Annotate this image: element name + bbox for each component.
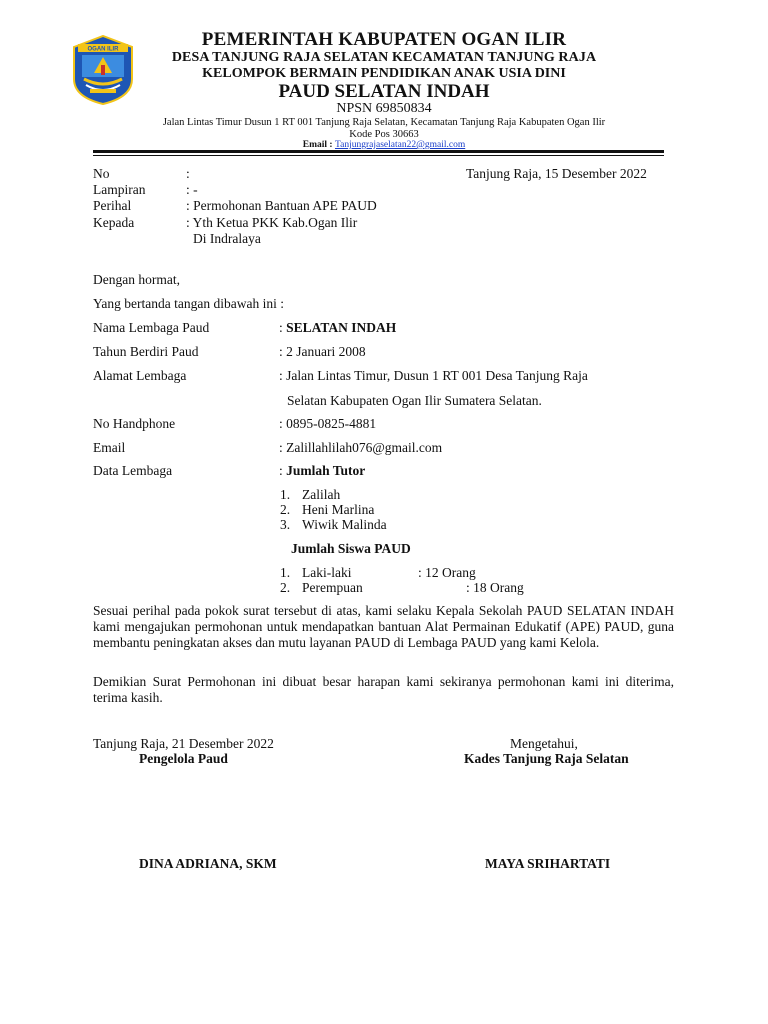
- email-label: Email: [93, 440, 126, 455]
- greeting: Dengan hormat,: [93, 272, 180, 287]
- signature-left-date: Tanjung Raja, 21 Desember 2022: [93, 736, 274, 751]
- student-value: : 18 Orang: [466, 580, 524, 595]
- letterhead-address: Jalan Lintas Timur Dusun 1 RT 001 Tanjung Raja Selatan, Kecamatan Tanjung Raja Kabupaten Ogan Ilir: [162, 117, 606, 128]
- nama-lembaga-label: Nama Lembaga Paud: [93, 320, 210, 335]
- field-perihal-value: : Permohonan Bantuan APE PAUD: [186, 198, 377, 213]
- letterhead-postal: Kode Pos 30663: [349, 129, 419, 140]
- alamat-value: : Jalan Lintas Timur, Dusun 1 RT 001 Desa Tanjung Raja: [279, 368, 588, 383]
- intro-text: Yang bertanda tangan dibawah ini :: [93, 296, 284, 311]
- data-lembaga-value: [279, 463, 365, 479]
- letterhead-school-name: PAUD SELATAN INDAH: [278, 81, 490, 102]
- signature-right-caption: Mengetahui,: [510, 736, 578, 751]
- field-kepada-value: : Yth Ketua PKK Kab.Ogan Ilir: [186, 215, 358, 230]
- alamat-value-line2: Selatan Kabupaten Ogan Ilir Sumatera Selatan.: [287, 393, 542, 408]
- field-no-label: No: [93, 166, 110, 181]
- alamat-label: Alamat Lembaga: [93, 368, 187, 383]
- letterhead-email-label: Email :: [302, 140, 335, 150]
- signature-right-name: MAYA SRIHARTATI: [485, 856, 611, 871]
- body-paragraph-2: Demikian Surat Permohonan ini dibuat besar harapan kami sekiranya permohonan kami ini diterima, terima kasih.: [93, 674, 674, 705]
- field-lampiran-value: : -: [186, 182, 198, 197]
- signature-left-title: Pengelola Paud: [139, 751, 228, 766]
- data-lembaga-colon: :: [279, 463, 287, 478]
- letterhead-line1: PEMERINTAH KABUPATEN OGAN ILIR: [201, 29, 567, 50]
- field-perihal-label: Perihal: [93, 198, 132, 213]
- letterhead-divider-thin: [93, 155, 664, 156]
- letterhead-email-line: [0, 140, 768, 150]
- letterhead-npsn: NPSN 69850834: [336, 101, 432, 116]
- field-kepada-label: Kepada: [93, 215, 135, 230]
- student-num: 1.: [280, 565, 291, 580]
- nama-lembaga-name: SELATAN INDAH: [286, 320, 397, 335]
- letter-date: Tanjung Raja, 15 Desember 2022: [466, 166, 647, 181]
- tutor-num: 1.: [280, 487, 291, 502]
- tutor-num: 2.: [280, 502, 291, 517]
- body-paragraph-1: Sesuai perihal pada pokok surat tersebut di atas, kami selaku Kepala Sekolah PAUD SELATAN INDAH kami mengajukan permohonan untuk mendapatkan bantuan Alat Permainan Edukatif (APE) PAUD, guna membantu peningkatan akses dan mutu layanan PAUD di Lembaga PAUD yang kami Kelola.: [93, 603, 674, 650]
- tutor-num: 3.: [280, 517, 291, 532]
- student-value: : 12 Orang: [418, 565, 476, 580]
- letterhead-email-link[interactable]: Tanjungrajaselatan22@gmail.com: [334, 140, 466, 150]
- field-no-value: :: [186, 166, 190, 181]
- jumlah-siswa-heading: Jumlah Siswa PAUD: [291, 541, 411, 556]
- logo-text: OGAN ILIR: [87, 46, 119, 53]
- handphone-value: : 0895-0825-4881: [279, 416, 377, 431]
- letterhead-divider-thick: [93, 150, 664, 153]
- student-label: Perempuan: [302, 580, 363, 595]
- nama-lembaga-colon: :: [279, 320, 287, 335]
- letterhead-line3: KELOMPOK BERMAIN PENDIDIKAN ANAK USIA DINI: [202, 66, 566, 81]
- jumlah-tutor-heading: Jumlah Tutor: [286, 463, 366, 478]
- letterhead-line2: DESA TANJUNG RAJA SELATAN KECAMATAN TANJUNG RAJA: [171, 50, 597, 65]
- tahun-berdiri-value: : 2 Januari 2008: [279, 344, 366, 359]
- student-num: 2.: [280, 580, 291, 595]
- nama-lembaga-value: [279, 320, 396, 336]
- tutor-name: Heni Marlina: [302, 502, 375, 517]
- data-lembaga-label: Data Lembaga: [93, 463, 173, 478]
- field-kepada-value-line2: Di Indralaya: [193, 231, 261, 246]
- handphone-label: No Handphone: [93, 416, 176, 431]
- tutor-name: Zalilah: [302, 487, 341, 502]
- tahun-berdiri-label: Tahun Berdiri Paud: [93, 344, 199, 359]
- signature-right-title: Kades Tanjung Raja Selatan: [464, 751, 629, 766]
- tutor-name: Wiwik Malinda: [302, 517, 387, 532]
- signature-left-name: DINA ADRIANA, SKM: [139, 856, 277, 871]
- email-value: : Zalillahlilah076@gmail.com: [279, 440, 443, 455]
- student-label: Laki-laki: [302, 565, 352, 580]
- field-lampiran-label: Lampiran: [93, 182, 146, 197]
